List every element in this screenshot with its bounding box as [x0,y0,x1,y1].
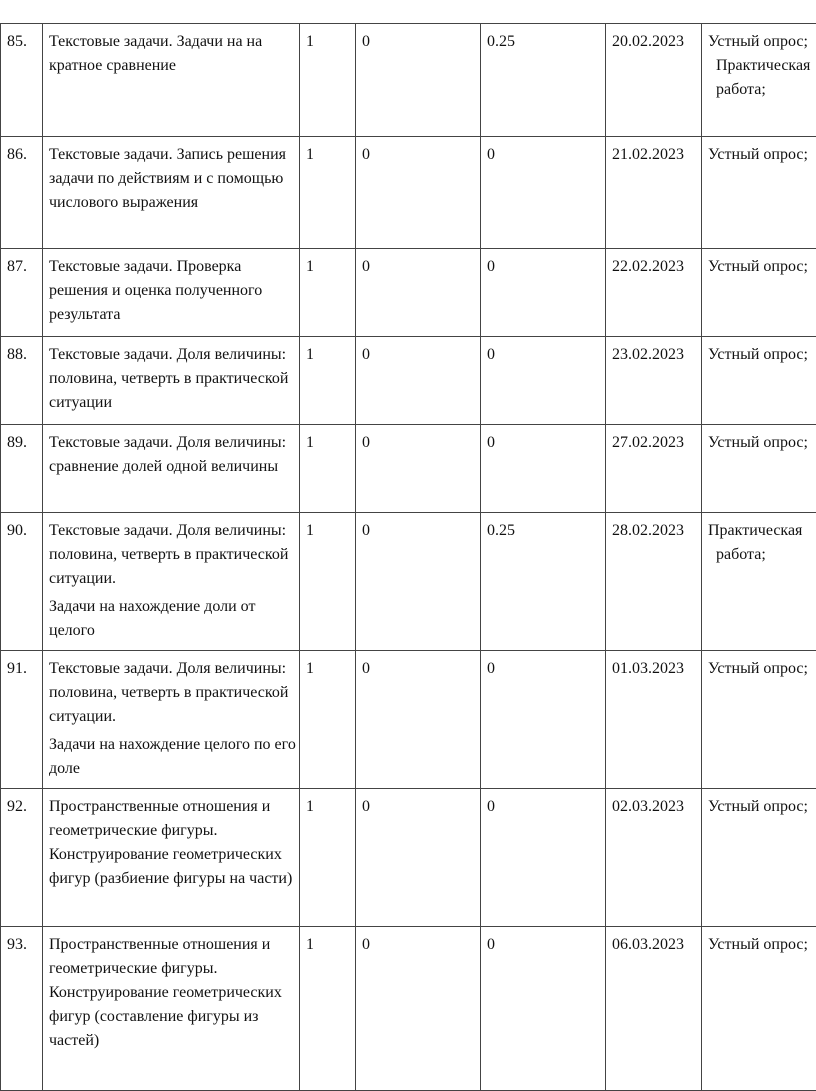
hours-practice: 0 [487,798,495,815]
row-number: 87. [7,258,27,275]
hours-total-cell [300,337,356,425]
row-number: 86. [7,146,27,163]
table-row [1,927,816,1091]
lesson-topic-cell [43,789,300,927]
hours-practice: 0 [487,346,495,363]
hours-practice-cell [481,513,606,651]
control-form-cell [702,927,816,1091]
row-number: 85. [7,33,27,50]
lesson-plan-rows [1,24,816,1091]
hours-total-cell [300,651,356,789]
lesson-date: 21.02.2023 [612,146,684,163]
lesson-topic-cell [43,24,300,137]
control-form: Устный опрос; [708,798,808,815]
control-form-cell [702,249,816,337]
table-row [1,425,816,513]
row-number-cell [1,425,43,513]
hours-total-cell [300,513,356,651]
table-row [1,513,816,651]
hours-practice: 0.25 [487,33,515,50]
hours-total: 1 [306,522,314,539]
hours-control-cell [356,425,481,513]
table-row [1,789,816,927]
lesson-date-cell [606,513,702,651]
hours-practice: 0 [487,660,495,677]
hours-total-cell [300,425,356,513]
hours-total: 1 [306,660,314,677]
table-row [1,24,816,137]
hours-control: 0 [362,522,370,539]
lesson-topic-text: Текстовые задачи. Запись решения задачи по действиям и с помощью числового выражения [49,146,286,211]
row-number-cell [1,513,43,651]
hours-total: 1 [306,146,314,163]
lesson-date-cell [606,337,702,425]
hours-control: 0 [362,434,370,451]
lesson-date-cell [606,789,702,927]
row-number-cell [1,249,43,337]
control-form-cell [702,513,816,651]
lesson-topic-cell [43,337,300,425]
control-form: Устный опрос; [708,434,808,451]
hours-total: 1 [306,434,314,451]
hours-control: 0 [362,258,370,275]
hours-control: 0 [362,936,370,953]
hours-practice-cell [481,651,606,789]
lesson-date-cell [606,249,702,337]
hours-practice-cell [481,927,606,1091]
lesson-topic-text: Текстовые задачи. Доля величины: половина, четверть в практической ситуации. [49,660,289,725]
lesson-topic-cell [43,513,300,651]
table-row [1,137,816,249]
row-number: 90. [7,522,27,539]
lesson-date: 22.02.2023 [612,258,684,275]
lesson-topic-cell [43,137,300,249]
hours-total: 1 [306,33,314,50]
row-number: 93. [7,936,27,953]
hours-practice-cell [481,337,606,425]
hours-total: 1 [306,936,314,953]
control-form-cell [702,789,816,927]
hours-control: 0 [362,798,370,815]
control-form: Практическая работа; [708,522,803,563]
control-form: Устный опрос; Практическая работа; [708,33,811,98]
hours-control-cell [356,927,481,1091]
lesson-topic-cell [43,425,300,513]
row-number: 88. [7,346,27,363]
row-number-cell [1,337,43,425]
lesson-topic-text: Текстовые задачи. Проверка решения и оценка полученного результата [49,258,263,323]
hours-practice-cell [481,137,606,249]
lesson-date: 23.02.2023 [612,346,684,363]
lesson-date-cell [606,927,702,1091]
lesson-topic-text: Пространственные отношения и геометрические фигуры. Конструирование геометрических фигур (составление фигуры из частей) [49,936,282,1049]
lesson-topic-text: Задачи на нахождение целого по его доле [49,736,296,777]
lesson-date: 02.03.2023 [612,798,684,815]
control-form: Устный опрос; [708,258,808,275]
lesson-topic-text: Текстовые задачи. Доля величины: сравнение долей одной величины [49,434,287,475]
hours-total: 1 [306,346,314,363]
hours-control-cell [356,249,481,337]
hours-practice: 0 [487,936,495,953]
hours-practice: 0 [487,258,495,275]
lesson-date-cell [606,24,702,137]
table-row [1,249,816,337]
table-row [1,337,816,425]
lesson-topic-text: Пространственные отношения и геометрические фигуры. Конструирование геометрических фигур (разбиение фигуры на части) [49,798,293,887]
lesson-topic-text: Задачи на нахождение доли от целого [49,598,256,639]
lesson-topic-cell [43,249,300,337]
hours-practice: 0.25 [487,522,515,539]
hours-control-cell [356,513,481,651]
hours-control-cell [356,137,481,249]
row-number: 92. [7,798,27,815]
row-number-cell [1,137,43,249]
hours-control-cell [356,789,481,927]
hours-total-cell [300,24,356,137]
hours-total-cell [300,927,356,1091]
hours-total-cell [300,137,356,249]
lesson-date: 06.03.2023 [612,936,684,953]
control-form-cell [702,651,816,789]
control-form: Устный опрос; [708,660,808,677]
lesson-date-cell [606,651,702,789]
control-form-cell [702,24,816,137]
hours-practice: 0 [487,146,495,163]
hours-control-cell [356,337,481,425]
lesson-date-cell [606,137,702,249]
lesson-date: 01.03.2023 [612,660,684,677]
row-number-cell [1,789,43,927]
hours-control: 0 [362,146,370,163]
row-number-cell [1,651,43,789]
control-form: Устный опрос; [708,146,808,163]
control-form: Устный опрос; [708,346,808,363]
row-number: 91. [7,660,27,677]
lesson-topic-cell [43,927,300,1091]
control-form-cell [702,337,816,425]
lesson-date: 27.02.2023 [612,434,684,451]
hours-total-cell [300,789,356,927]
lesson-topic-text: Текстовые задачи. Задачи на на кратное сравнение [49,33,263,74]
hours-control: 0 [362,660,370,677]
control-form: Устный опрос; [708,936,808,953]
lesson-date: 28.02.2023 [612,522,684,539]
hours-total-cell [300,249,356,337]
hours-practice-cell [481,425,606,513]
hours-total: 1 [306,798,314,815]
hours-practice-cell [481,24,606,137]
hours-control-cell [356,24,481,137]
lesson-date-cell [606,425,702,513]
hours-practice: 0 [487,434,495,451]
hours-practice-cell [481,789,606,927]
hours-practice-cell [481,249,606,337]
hours-control: 0 [362,346,370,363]
lesson-topic-text: Текстовые задачи. Доля величины: половина, четверть в практической ситуации. [49,522,289,587]
lesson-topic-text: Текстовые задачи. Доля величины: половина, четверть в практической ситуации [49,346,289,411]
row-number: 89. [7,434,27,451]
hours-control: 0 [362,33,370,50]
hours-control-cell [356,651,481,789]
table-row [1,651,816,789]
lesson-date: 20.02.2023 [612,33,684,50]
control-form-cell [702,137,816,249]
lesson-plan-table [0,23,816,1091]
hours-total: 1 [306,258,314,275]
lesson-topic-cell [43,651,300,789]
row-number-cell [1,24,43,137]
row-number-cell [1,927,43,1091]
control-form-cell [702,425,816,513]
